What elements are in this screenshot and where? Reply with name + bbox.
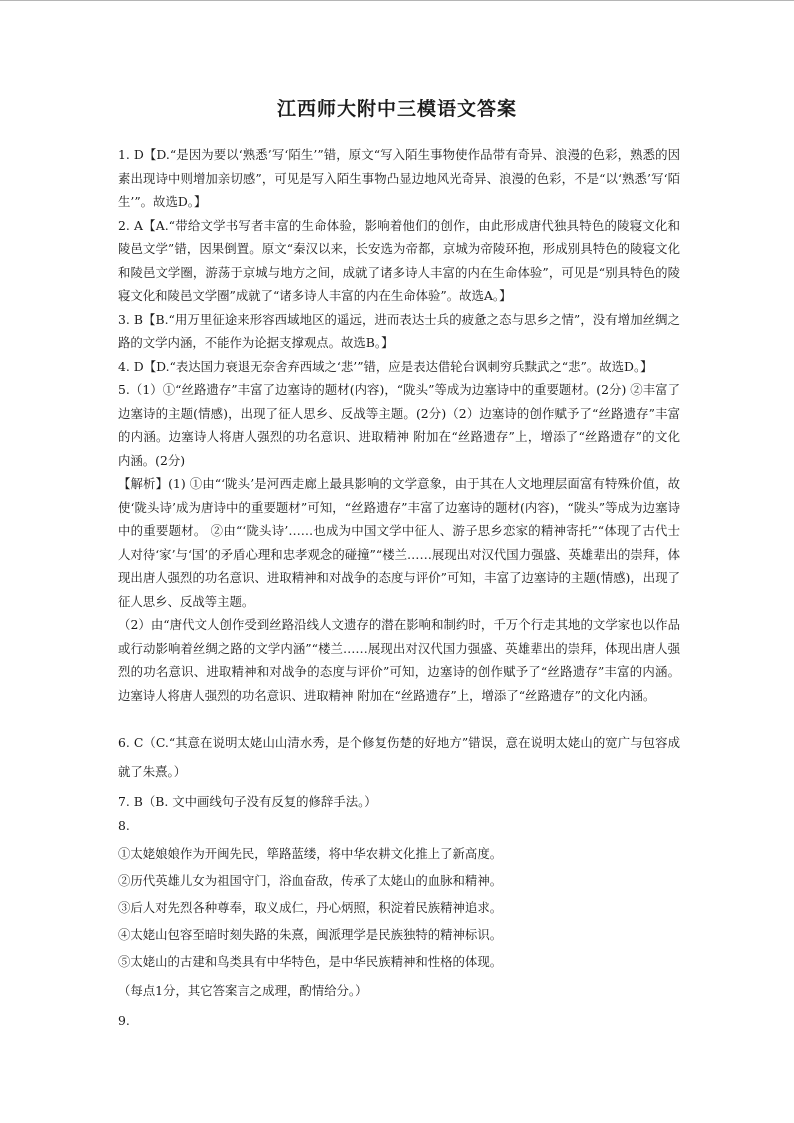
answer-5-analysis-part-2: （2）由“唐代文人创作受到丝路沿线人文遗存的潜在影响和制约时，千万个行走其地的文学家也以作品或行动影响着丝绸之路的文学内涵”“楼兰……展现出对汉代国力强盛、英雄辈出的崇拜，体现出唐人强烈的功名意识、进取精神和对战争的态度与评价”可知，边塞诗的创作赋予了“丝路遗存”丰富的内涵。边塞诗人将唐人强烈的功名意识、进取精神 附加在“丝路遗存”上，增添了“丝路遗存”的文化内涵。 <box>118 617 680 703</box>
answer-8-point-4: ④太姥山包容至暗时刻失路的朱熹，闽派理学是民族独特的精神标识。 <box>118 927 503 942</box>
answer-5-analysis: 【解析】(1) ①由“‘陇头’是河西走廊上最具影响的文学意象，由于其在人文地理层面富有特殊价值，故使‘陇头诗’成为唐诗中的重要题材”可知，“丝路遗存”丰富了边塞诗的题材(内容)，“陇头”等成为边塞诗中的重要题材。 ②由“‘陇头诗’……也成为中国文学中征人、游子思乡恋家的精神寄托”“体现了古代士人对待‘家’与‘国’的矛盾心理和忠孝观念的碰撞”“楼兰……展现出对汉代国力强盛、英雄辈出的崇拜，体现出唐人强烈的功名意识、进取精神和对战争的态度与评价”可知，丰富了边塞诗的主题(情感)，出现了征人思乡、反战等主题。 <box>118 476 680 609</box>
answers-block-1 <box>118 143 680 707</box>
answer-8-point-3: ③后人对先烈各种尊奉，取义成仁，丹心炳照，积淀着民族精神追求。 <box>118 900 503 915</box>
answer-6 <box>118 728 680 786</box>
answer-8-point-2: ②历代英雄儿女为祖国守门，浴血奋敌，传承了太姥山的血脉和精神。 <box>118 873 503 888</box>
answer-3: 3. B【B.“用万里征途来形容西域地区的遥远，进而表达士兵的疲惫之态与思乡之情”，没有增加丝绸之路的文学内涵，不能作为论据支撑观点。故选B。】 <box>118 311 680 350</box>
answer-6-text: 6. C（C.“其意在说明太姥山山清水秀，是个修复伤楚的好地方”错误，意在说明太姥山的宽广与包容成就了朱熹。） <box>118 735 680 779</box>
answer-8-label: 8. <box>118 818 130 833</box>
answer-7: 7. B（B. 文中画线句子没有反复的修辞手法。） <box>118 794 377 809</box>
answer-1: 1. D【D.“是因为要以‘熟悉’写‘陌生’”错，原文“写入陌生事物使作品带有奇异、浪漫的色彩，熟悉的因素出现诗中则增加亲切感”，可见是写入陌生事物凸显边地风光奇异、浪漫的色彩，不是“以‘熟悉’写‘陌生’”。故选D。】 <box>118 147 680 209</box>
answer-5: 5.（1）①“丝路遗存”丰富了边塞诗的题材(内容)，“陇头”等成为边塞诗中的重要题材。(2分) ②丰富了边塞诗的主题(情感)，出现了征人思乡、反战等主题。(2分)（2）边塞诗的创作赋予了“丝路遗存”丰富的内涵。边塞诗人将唐人强烈的功名意识、进取精神 附加在“丝路遗存”上，增添了“丝路遗存”的文化内涵。(2分) <box>118 382 680 468</box>
answer-8-point-5: ⑤太姥山的古建和鸟类具有中华特色，是中华民族精神和性格的体现。 <box>118 954 503 969</box>
answer-2: 2. A【A.“带给文学书写者丰富的生命体验，影响着他们的创作，由此形成唐代独具特色的陵寝文化和陵邑文学”错，因果倒置。原文“秦汉以来，长安选为帝都，京城为帝陵环抱，形成别具特色的陵寝文化和陵邑文学圈，游荡于京城与地方之间，成就了诸多诗人丰富的内在生命体验”，可见是“别具特色的陵寝文化和陵邑文学圈”成就了“诸多诗人丰富的内在生命体验”。故选A。】 <box>118 217 680 303</box>
page-title: 江西师大附中三模语文答案 <box>276 98 517 120</box>
answer-9-label: 9. <box>118 1013 130 1028</box>
answer-8-point-1: ①太姥娘娘作为开闽先民，筚路蓝缕，将中华农耕文化推上了新高度。 <box>118 846 503 861</box>
answer-8-scoring-note: （每点1分，其它答案言之成理，酌情给分。） <box>118 983 368 998</box>
answer-4: 4. D【D.“表达国力衰退无奈舍弃西域之‘悲’”错，应是表达借轮台讽刺穷兵黩武之“悲”。故选D。】 <box>118 358 653 374</box>
